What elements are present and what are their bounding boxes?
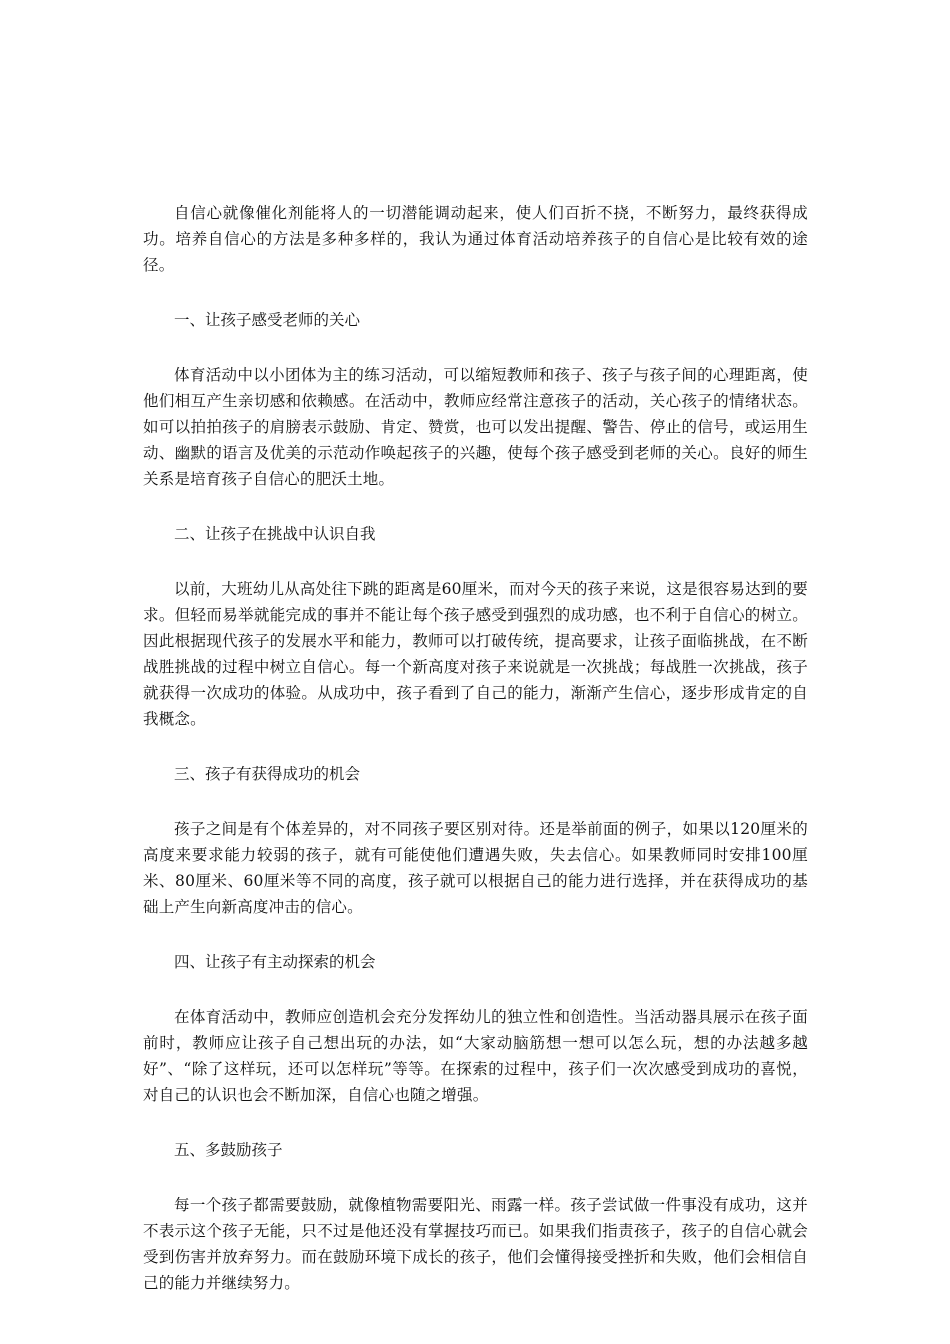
intro-paragraph: 自信心就像催化剂能将人的一切潜能调动起来，使人们百折不挠，不断努力，最终获得成功。培养自信心的方法是多种多样的，我认为通过体育活动培养孩子的自信心是比较有效的途径。 xyxy=(143,204,808,274)
section-body-5: 每一个孩子都需要鼓励，就像植物需要阳光、雨露一样。孩子尝试做一件事没有成功，这并不表示这个孩子无能，只不过是他还没有掌握技巧而已。如果我们指责孩子，孩子的自信心就会受到伤害并放弃努力。而在鼓励环境下成长的孩子，他们会懂得接受挫折和失败，他们会相信自己的能力并继续努力。 xyxy=(143,1196,808,1292)
section-heading-2: 二、让孩子在挑战中认识自我 xyxy=(174,525,376,543)
section-heading-3: 三、孩子有获得成功的机会 xyxy=(174,765,361,783)
section-body-4: 在体育活动中，教师应创造机会充分发挥幼儿的独立性和创造性。当活动器具展示在孩子面前时，教师应让孩子自己想出玩的办法，如“大家动脑筋想一想可以怎么玩，想的办法越多越好”、“除了这样玩，还可以怎样玩”等等。在探索的过程中，孩子们一次次感受到成功的喜悦，对自己的认识也会不断加深，自信心也随之增强。 xyxy=(143,1008,808,1104)
section-heading-1: 一、让孩子感受老师的关心 xyxy=(174,311,361,329)
section-body-2: 以前，大班幼儿从高处往下跳的距离是60厘米，而对今天的孩子来说，这是很容易达到的要求。但轻而易举就能完成的事并不能让每个孩子感受到强烈的成功感，也不利于自信心的树立。因此根据现代孩子的发展水平和能力，教师可以打破传统，提高要求，让孩子面临挑战，在不断战胜挑战的过程中树立自信心。每一个新高度对孩子来说就是一次挑战；每战胜一次挑战，孩子就获得一次成功的体验。从成功中，孩子看到了自己的能力，渐渐产生信心，逐步形成肯定的自我概念。 xyxy=(143,580,808,728)
section-body-1: 体育活动中以小团体为主的练习活动，可以缩短教师和孩子、孩子与孩子间的心理距离，使他们相互产生亲切感和依赖感。在活动中，教师应经常注意孩子的活动，关心孩子的情绪状态。如可以拍拍孩子的肩膀表示鼓励、肯定、赞赏，也可以发出提醒、警告、停止的信号，或运用生动、幽默的语言及优美的示范动作唤起孩子的兴趣，使每个孩子感受到老师的关心。良好的师生关系是培育孩子自信心的肥沃土地。 xyxy=(143,366,808,488)
document-page xyxy=(143,200,808,1325)
section-heading-4: 四、让孩子有主动探索的机会 xyxy=(174,953,376,971)
section-heading-5: 五、多鼓励孩子 xyxy=(174,1141,283,1159)
section-body-3: 孩子之间是有个体差异的，对不同孩子要区别对待。还是举前面的例子，如果以120厘米的高度来要求能力较弱的孩子，就有可能使他们遭遇失败，失去信心。如果教师同时安排100厘米、80厘米、60厘米等不同的高度，孩子就可以根据自己的能力进行选择，并在获得成功的基础上产生向新高度冲击的信心。 xyxy=(143,820,808,916)
